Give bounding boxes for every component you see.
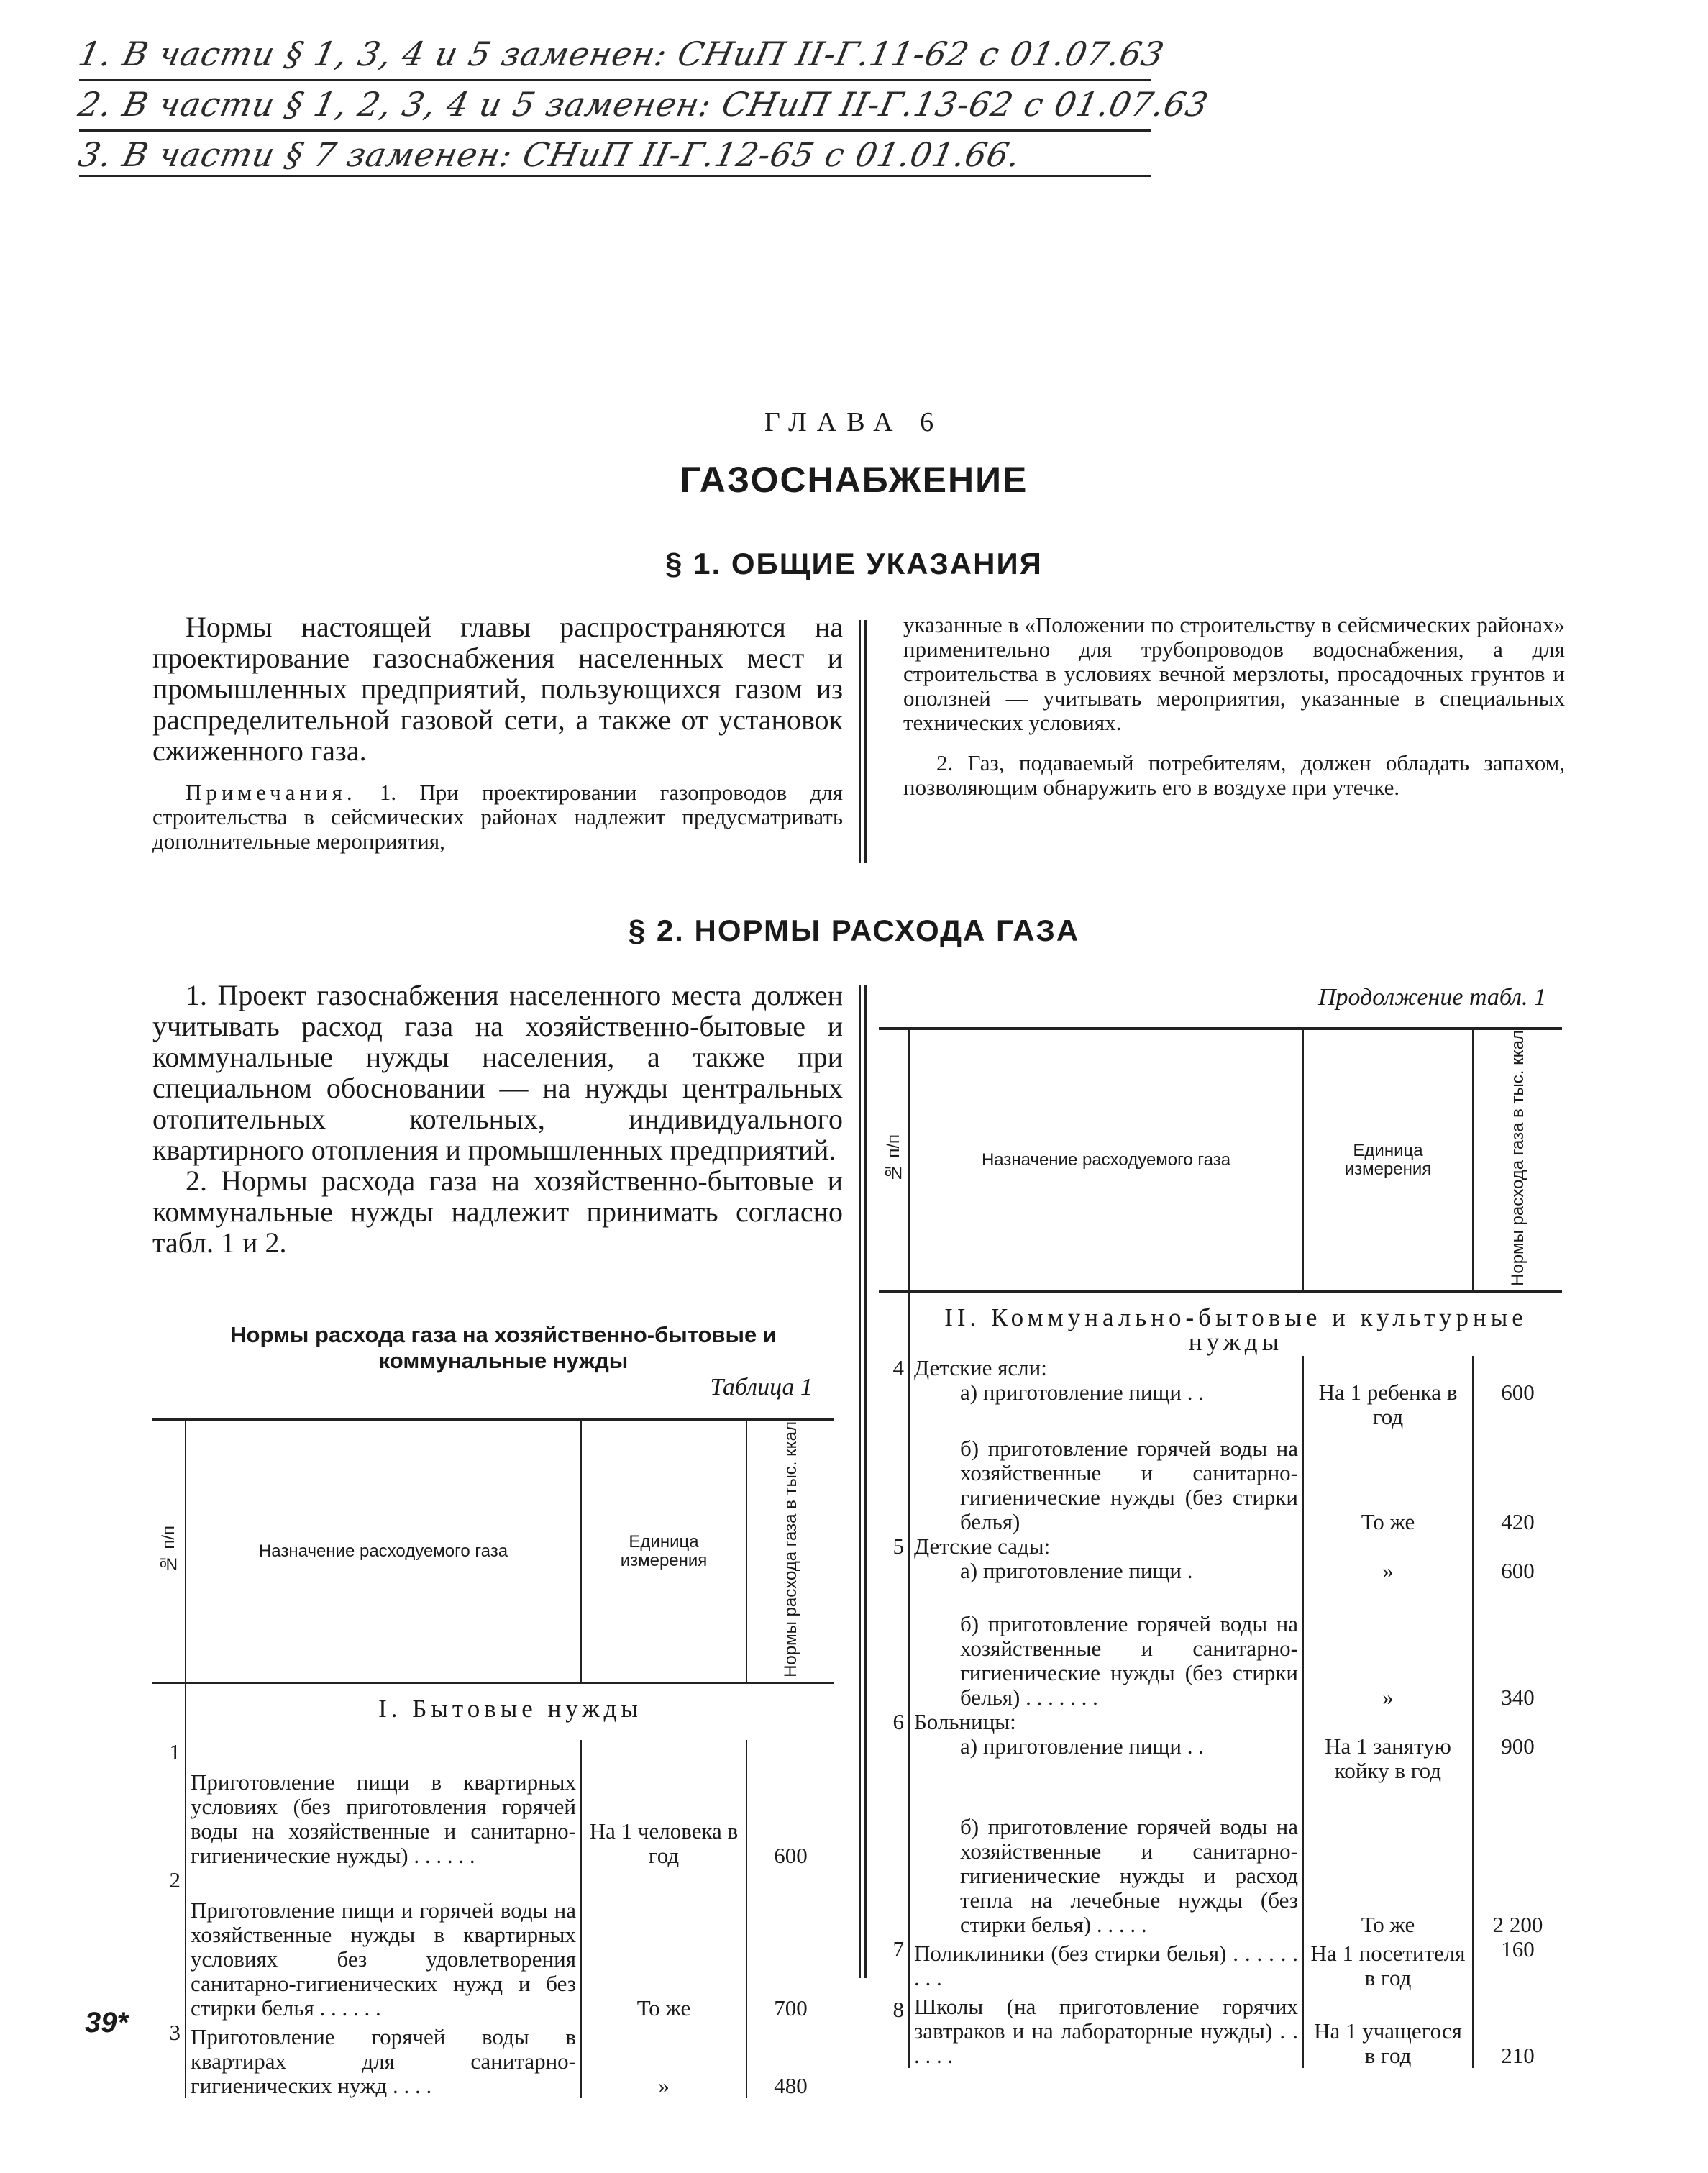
- table-row: 5 Детские сады:: [879, 1534, 1562, 1559]
- table-row: б) приготовление горячей воды на хозяйственные и санитарно-гигиенические нужды (без стирки белья) То же 420: [879, 1431, 1562, 1534]
- table-row: а) приготовление пищи . » 600: [879, 1559, 1562, 1583]
- table-section-title: I. Бытовые нужды: [186, 1682, 834, 1740]
- section-2-heading: § 2. НОРМЫ РАСХОДА ГАЗА: [628, 914, 1080, 947]
- table-row: а) приготовление пищи . . На 1 занятую койку в год 900: [879, 1734, 1562, 1785]
- section-1-left-column: [152, 611, 843, 854]
- header-norm: Нормы расхода газа в тыс. ккал: [1473, 1029, 1562, 1291]
- column-divider: [864, 985, 867, 1978]
- column-divider: [864, 620, 867, 863]
- page-number: 39*: [85, 2007, 129, 2038]
- column-divider: [859, 620, 861, 863]
- table-row: б) приготовление горячей воды на хозяйственные и санитарно-гигиенические нужды (без стирки белья) . . . . . . . » 340: [879, 1583, 1562, 1710]
- table-row: а) приготовление пищи . . На 1 ребенка в год 600: [879, 1380, 1562, 1431]
- annotation-rule: [79, 129, 1151, 132]
- section-1-heading: § 1. ОБЩИЕ УКАЗАНИЯ: [665, 547, 1043, 580]
- table-row: 4 Детские ясли:: [879, 1356, 1562, 1380]
- annotation-1: 1. В части § 1, 3, 4 и 5 заменен: СНиП II-Г.11-62 с 01.07.63: [75, 35, 1168, 73]
- note-label: Примечания.: [186, 780, 357, 805]
- section-2-paragraph-2: 2. Нормы расхода газа на хозяйственно-бытовые и коммунальные нужды надлежит принимать согласно табл. 1 и 2.: [152, 1165, 843, 1259]
- table-1-continuation: [879, 1027, 1562, 2068]
- header-unit: Единица измерения: [1303, 1029, 1473, 1291]
- annotation-2: 2. В части § 1, 2, 3, 4 и 5 заменен: СНиП II-Г.13-62 с 01.07.63: [75, 85, 1213, 124]
- section-1-paragraph: Нормы настоящей главы распространяются на проектирование газоснабжения населенных мест и промышленных предприятий, пользующихся газом из распределительной газовой сети, а также от установок сжиженного газа.: [152, 611, 843, 767]
- header-number: № п/п: [152, 1420, 186, 1682]
- continuation-label: Продолжение табл. 1: [1317, 984, 1546, 1011]
- table-row: 1 Приготовление пищи в квартирных условиях (без приготовления горячей воды на хозяйственные и санитарно-гигиенические нужды) . . . . . . На 1 человека в год 600: [152, 1740, 834, 1868]
- annotation-rule: [79, 79, 1151, 81]
- table-row: 8 Школы (на приготовление горячих завтраков и на лабораторные нужды) . . . . . . На 1 учащегося в год 210: [879, 1990, 1562, 2068]
- section-1-note-2: 2. Газ, подаваемый потребителям, должен обладать запахом, позволяющим обнаружить его в воздухе при утечке.: [903, 750, 1565, 800]
- table-row: 6 Больницы:: [879, 1710, 1562, 1734]
- table-row: 3 Приготовление горячей воды в квартирах для санитарно-гигиенических нужд . . . . » 480: [152, 2021, 834, 2098]
- section-1-right-column: [903, 613, 1565, 800]
- section-1-note-1: [152, 780, 843, 854]
- header-purpose: Назначение расходуемого газа: [909, 1029, 1303, 1291]
- header-number: № п/п: [879, 1029, 909, 1291]
- chapter-label: ГЛАВА 6: [764, 407, 944, 437]
- note-1-start: 1. При проектировании газопроводов для строительства в сейсмических районах надлежит предусматривать дополнительные мероприятия,: [152, 780, 844, 854]
- section-2-left-column: [152, 980, 843, 1258]
- column-divider: [859, 985, 861, 1978]
- annotation-3: 3. В части § 7 заменен: СНиП II-Г.12-65 с 01.01.66.: [75, 135, 1025, 174]
- table-section-title: II. Коммунально-бытовые и культурные нужды: [909, 1291, 1562, 1356]
- table-row: 2 Приготовление пищи и горячей воды на хозяйственные нужды в квартирных условиях без удовлетворения санитарно-гигиенических нужд и без стирки белья . . . . . . То же 700: [152, 1868, 834, 2021]
- header-norm: Нормы расхода газа в тыс. ккал: [746, 1420, 834, 1682]
- header-unit: Единица измерения: [581, 1420, 746, 1682]
- table-row: 7 Поликлиники (без стирки белья) . . . . . . . . . На 1 посетителя в год 160: [879, 1937, 1562, 1990]
- table-label: Таблица 1: [710, 1374, 813, 1400]
- table-caption: Нормы расхода газа на хозяйственно-бытовые и коммунальные нужды: [230, 1322, 777, 1373]
- section-2-paragraph-1: 1. Проект газоснабжения населенного места должен учитывать расход газа на хозяйственно-бытовые и коммунальные нужды населения, а также при специальном обосновании — на нужды центральных отопительных котельных, индивидуального квартирного отопления и промышленных предприятий.: [152, 979, 843, 1166]
- table-row: б) приготовление горячей воды на хозяйственные и санитарно-гигиенические нужды и расход тепла на лечебные нужды (без стирки белья) . . . . . То же 2 200: [879, 1785, 1562, 1937]
- note-1-continuation: указанные в «Положении по строительству в сейсмических районах» применительно для трубопроводов водоснабжения, а для строительства в условиях вечной мерзлоты, просадочных грунтов и оползней — учитывать мероприятия, указанные в специальных технических условиях.: [903, 612, 1565, 735]
- annotation-rule: [79, 175, 1151, 177]
- table-1: [152, 1418, 834, 2098]
- chapter-title: ГАЗОСНАБЖЕНИЕ: [680, 460, 1028, 500]
- header-purpose: Назначение расходуемого газа: [186, 1420, 581, 1682]
